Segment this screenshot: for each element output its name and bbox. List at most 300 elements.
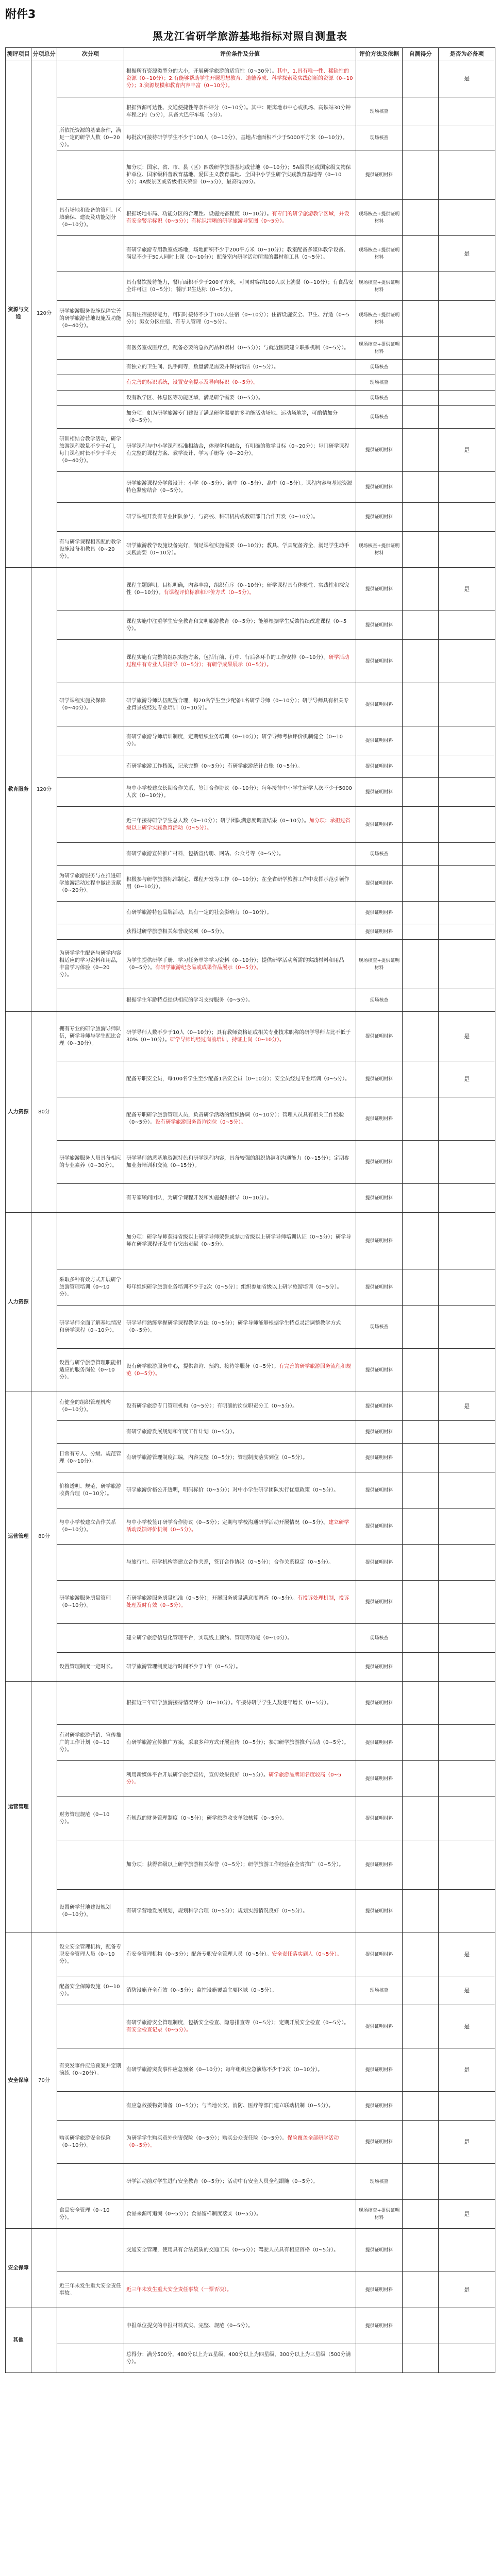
cell-self-score[interactable] [403, 2308, 439, 2344]
cell-total: 120分 [31, 60, 57, 568]
cell-self-score[interactable] [403, 1545, 439, 1581]
cell-project: 运营管理 [6, 1682, 31, 1933]
cell-criteria [124, 1392, 356, 1421]
cell-project: 安全保障 [6, 2229, 31, 2308]
cell-required [439, 1421, 495, 1444]
table-row [6, 375, 495, 391]
cell-criteria [124, 391, 356, 406]
cell-self-score[interactable] [403, 429, 439, 472]
cell-sub-item: 为研学旅游服务与在推进研学旅游活动过程中做出贡献（0~20分）。 [57, 866, 124, 902]
cell-method: 提供证明材料 [356, 1509, 403, 1545]
cell-method: 提供证明材料 [356, 2229, 403, 2272]
cell-required [439, 1213, 495, 1269]
criteria-text: 为研学学生购买意外伤害保险（0~5分）；购买公众责任险（0~5分）。 [126, 2135, 288, 2141]
cell-self-score[interactable] [403, 375, 439, 391]
cell-self-score[interactable] [403, 1840, 439, 1890]
cell-self-score[interactable] [403, 2200, 439, 2229]
criteria-text: 课程主题鲜明，目标明确，内容丰富，组织有序（0~10分）；研学课程具有体验性、实践性和探究性（0~10分）。 [126, 582, 349, 596]
table-row [6, 1840, 495, 1890]
cell-self-score[interactable] [403, 1061, 439, 1097]
criteria-text: 安全责任落实到人（0~5分）。 [272, 1951, 342, 1957]
cell-criteria [124, 902, 356, 924]
cell-sub-item: 所依托资源的基础条件，满足一定的研学人数（0~20分）。 [57, 126, 124, 150]
cell-method: 提供证明材料 [356, 1890, 403, 1933]
cell-method: 现场核查+提供证明材料 [356, 200, 403, 236]
cell-required [439, 1472, 495, 1509]
table-row [6, 1509, 495, 1545]
cell-method: 现场核查 [356, 2164, 403, 2200]
cell-method: 提供证明材料 [356, 1472, 403, 1509]
header-method: 评价方法及依据 [356, 48, 403, 60]
cell-self-score[interactable] [403, 640, 439, 683]
cell-sub-item [57, 2344, 124, 2373]
criteria-text: 有研学旅游管理制度汇编，内容完整（0~5分）；管理制度落实到位（0~5分）。 [126, 1454, 308, 1461]
cell-self-score[interactable] [403, 1421, 439, 1444]
cell-self-score[interactable] [403, 1472, 439, 1509]
cell-required [439, 2308, 495, 2344]
cell-self-score[interactable] [403, 1509, 439, 1545]
cell-sub-item [57, 1061, 124, 1097]
criteria-text: 研学导师均经过岗前培训，持证上岗（0~10分）。 [170, 1037, 285, 1043]
cell-criteria [124, 683, 356, 726]
table-row [6, 568, 495, 611]
cell-required [439, 301, 495, 337]
cell-self-score[interactable] [403, 2005, 439, 2048]
table-row [6, 807, 495, 843]
criteria-text: 配备专职研学旅游管理人员，负责研学活动的组织协调（0~10分）；管理人员具有相关工作经验（0~5分）。 [126, 1112, 344, 1125]
cell-self-score[interactable] [403, 866, 439, 902]
cell-self-score[interactable] [403, 940, 439, 989]
table-row [6, 989, 495, 1012]
cell-criteria [124, 2092, 356, 2121]
cell-self-score[interactable] [403, 807, 439, 843]
cell-required [439, 807, 495, 843]
cell-self-score[interactable] [403, 1890, 439, 1933]
cell-criteria [124, 2308, 356, 2344]
criteria-text: 有完善的标识系统，设置安全提示及导向标识（0~5分）。 [126, 379, 259, 385]
criteria-text: 有安全检查记录（0~5分）。 [126, 2027, 192, 2033]
cell-self-score[interactable] [403, 150, 439, 200]
cell-required: 是 [439, 2048, 495, 2092]
cell-criteria [124, 1890, 356, 1933]
cell-sub-item: 设置研学营地建设规划（0~10分）。 [57, 1890, 124, 1933]
cell-self-score[interactable] [403, 97, 439, 126]
cell-self-score[interactable] [403, 2048, 439, 2092]
cell-self-score[interactable] [403, 1797, 439, 1840]
cell-required: 是 [439, 429, 495, 472]
criteria-text: 利用新媒体平台开展研学旅游宣传，宣传效果良好（0~5分）。 [126, 1772, 269, 1778]
criteria-text: 其中，1.具有唯一性、稀缺性的资源（0~10分）；2.有能够帮助学生开展思想教育、道德养成、科学探索及实践创新的资源（0~10分）；3.资源规模和教育内容丰富（0~10分）。 [126, 68, 353, 89]
criteria-text: 配备专职安全员，每100名学生至少配备1名安全员（0~10分）；安全员经过专业培训（0~5分）。 [126, 1076, 351, 1082]
cell-project: 资源与交通 [6, 60, 31, 568]
criteria-text: 有研学旅游纪念品或成果作品展示（0~5分）。 [155, 964, 262, 971]
cell-method: 提供证明材料 [356, 1653, 403, 1682]
cell-sub-item: 拥有专业的研学旅游导师队伍，研学导师与学生配比合理（0~30分）。 [57, 1012, 124, 1061]
cell-self-score[interactable] [403, 1761, 439, 1797]
cell-method: 现场核查 [356, 1624, 403, 1653]
cell-method: 提供证明材料 [356, 1141, 403, 1184]
cell-self-score[interactable] [403, 301, 439, 337]
cell-self-score[interactable] [403, 2092, 439, 2121]
cell-method: 提供证明材料 [356, 429, 403, 472]
cell-sub-item: 食品安全管理（0~10分）。 [57, 2200, 124, 2229]
table-row [6, 360, 495, 375]
cell-criteria [124, 1797, 356, 1840]
cell-method: 提供证明材料 [356, 2272, 403, 2308]
cell-self-score[interactable] [403, 1976, 439, 2005]
cell-sub-item [57, 97, 124, 126]
cell-method: 提供证明材料 [356, 1012, 403, 1061]
criteria-text: 有研学旅游服务质量标准（0~5分）；开展服务质量满意度调查（0~5分）。 [126, 1595, 298, 1601]
cell-method: 提供证明材料 [356, 778, 403, 807]
criteria-text: 与中小学校签订研学合作协议（0~5分）；定期与学校沟通研学活动开展情况（0~5分）。 [126, 1519, 329, 1526]
cell-self-score[interactable] [403, 200, 439, 236]
table-row [6, 301, 495, 337]
cell-criteria [124, 375, 356, 391]
cell-sub-item: 研学旅游服务质量管理（0~10分）。 [57, 1581, 124, 1624]
cell-criteria [124, 126, 356, 150]
cell-self-score[interactable] [403, 568, 439, 611]
cell-self-score[interactable] [403, 1306, 439, 1349]
cell-self-score[interactable] [403, 337, 439, 360]
cell-method: 提供证明材料 [356, 866, 403, 902]
header-score: 自测得分 [403, 48, 439, 60]
criteria-text: 加分项： [126, 164, 147, 171]
table-row [6, 406, 495, 429]
table-row [6, 1624, 495, 1653]
criteria-text: 研学旅游管理制度运行时间不少于1年（0~5分）。 [126, 1664, 241, 1670]
criteria-text: 有专门的研学旅游教学区域，并设有安全警示标识（0~5分）；有标识清晰的研学旅游导览图（0~5分）。 [126, 211, 349, 224]
criteria-text: 加分项：如为研学旅游专门建设了满足研学需要的多功能活动场地、运动场地等，可酌情加分（0~5分）。 [126, 410, 338, 423]
cell-sub-item [57, 2308, 124, 2344]
cell-criteria [124, 1097, 356, 1141]
criteria-text: 课程实施中注重学生安全教育和文明旅游教育（0~5分）；能够根据学生反馈持续改进课程（0~5分）。 [126, 618, 347, 632]
cell-sub-item [57, 472, 124, 503]
cell-self-score[interactable] [403, 1653, 439, 1682]
cell-required: 是 [439, 2200, 495, 2229]
criteria-text: 有研学营地发展规划，规划科学合理（0~5分）；规划实施情况良好（0~5分）。 [126, 1908, 308, 1914]
table-row [6, 1012, 495, 1061]
criteria-text: 有研学旅游宣传推广材料，包括宣传册、网站、公众号等（0~5分）。 [126, 851, 285, 857]
cell-total [31, 1213, 57, 1392]
table-row [6, 2164, 495, 2200]
cell-self-score[interactable] [403, 778, 439, 807]
cell-self-score[interactable] [403, 1141, 439, 1184]
cell-criteria [124, 1472, 356, 1509]
criteria-text: 研学活动过程中有专业人员指导（0~5分）；有研学成果展示（0~5分）。 [126, 654, 349, 668]
cell-criteria [124, 1012, 356, 1061]
table-row [6, 337, 495, 360]
cell-method: 提供证明材料 [356, 1349, 403, 1392]
cell-method: 提供证明材料 [356, 1184, 403, 1213]
cell-sub-item [57, 1097, 124, 1141]
cell-criteria [124, 2005, 356, 2048]
cell-self-score[interactable] [403, 755, 439, 778]
cell-required [439, 2229, 495, 2272]
criteria-text: 有投诉处理机制，投诉处理及时有效（0~5分）。 [126, 1595, 349, 1608]
criteria-text: 食品来源可追溯（0~5分）；食品留样制度落实（0~5分）。 [126, 2211, 262, 2217]
cell-self-score[interactable] [403, 2344, 439, 2373]
table-row [6, 843, 495, 866]
cell-required [439, 924, 495, 940]
cell-criteria [124, 60, 356, 97]
cell-total [31, 2308, 57, 2373]
cell-required [439, 1624, 495, 1653]
criteria-text: 根据近三年研学旅游接待情况评分（0~10分）。 [126, 1700, 236, 1706]
cell-method: 现场核查 [356, 843, 403, 866]
cell-criteria [124, 1840, 356, 1890]
cell-self-score[interactable] [403, 472, 439, 503]
cell-criteria [124, 236, 356, 272]
cell-self-score[interactable] [403, 611, 439, 640]
cell-criteria [124, 150, 356, 200]
cell-sub-item [57, 611, 124, 640]
cell-criteria [124, 807, 356, 843]
cell-method: 提供证明材料 [356, 1682, 403, 1725]
cell-criteria [124, 1421, 356, 1444]
cell-self-score[interactable] [403, 1725, 439, 1761]
cell-required [439, 940, 495, 989]
cell-criteria [124, 2200, 356, 2229]
cell-self-score[interactable] [403, 236, 439, 272]
cell-sub-item: 研学旅游服务设施保障完善的研学旅游营地设施及功能（0~40分）。 [57, 301, 124, 337]
cell-total: 70分 [31, 1933, 57, 2229]
cell-method: 提供证明材料 [356, 1269, 403, 1306]
cell-method: 现场核查 [356, 1976, 403, 2005]
cell-sub-item: 研训相结合教学活动，研学旅游课程数量不少于4门，每门课程时长不少于半天（0~40分）。 [57, 429, 124, 472]
cell-sub-item: 购买研学旅游安全保险（0~10分）。 [57, 2121, 124, 2164]
cell-criteria [124, 1061, 356, 1097]
criteria-text: 有研学旅游导师培训制度，定期组织业务培训（0~10分）；研学导师考核评价机制健全（0~10分）。 [126, 734, 343, 747]
cell-criteria [124, 532, 356, 568]
cell-self-score[interactable] [403, 1213, 439, 1269]
cell-sub-item: 配备安全保障设施（0~10分）。 [57, 1976, 124, 2005]
cell-required [439, 200, 495, 236]
cell-project: 其他 [6, 2308, 31, 2373]
cell-required: 是 [439, 568, 495, 611]
cell-criteria [124, 2344, 356, 2373]
table-row [6, 503, 495, 532]
criteria-text: 有完善的研学旅游服务流程和规范（0~5分）。 [126, 1363, 352, 1377]
cell-self-score[interactable] [403, 2229, 439, 2272]
cell-criteria [124, 1581, 356, 1624]
criteria-text: 年接待研学学生人数逐年增长（0~5分）。 [236, 1700, 332, 1706]
cell-required [439, 1725, 495, 1761]
cell-sub-item: 财务管理规范（0~10分）。 [57, 1797, 124, 1840]
cell-self-score[interactable] [403, 2272, 439, 2308]
cell-self-score[interactable] [403, 1392, 439, 1421]
cell-criteria [124, 843, 356, 866]
cell-sub-item [57, 843, 124, 866]
document-page [5, 5, 495, 2373]
cell-self-score[interactable] [403, 1012, 439, 1061]
cell-criteria [124, 726, 356, 755]
criteria-text: 有研学旅游专用教室或场地，场地面积不少于200平方米（0~10分）；教室配备多媒体教学设备、满足不少于50人同时上课（0~10分）；配备室内研学活动所需的器材和工具（0~5分）。 [126, 247, 349, 260]
cell-sub-item [57, 726, 124, 755]
cell-self-score[interactable] [403, 532, 439, 568]
cell-self-score[interactable] [403, 1933, 439, 1976]
criteria-text: 申报单位提交的申报材料真实、完整、规范（0~5分）。 [126, 2323, 254, 2329]
cell-self-score[interactable] [403, 503, 439, 532]
criteria-text: 具有餐饮接待能力，餐厅面积不少于200平方米，可同时容纳100人以上就餐（0~10分）；有食品安全许可证（0~5分）；餐厅卫生达标（0~5分）。 [126, 279, 354, 293]
cell-total: 80分 [31, 1012, 57, 1213]
cell-self-score[interactable] [403, 1184, 439, 1213]
cell-self-score[interactable] [403, 726, 439, 755]
cell-criteria [124, 503, 356, 532]
cell-self-score[interactable] [403, 2164, 439, 2200]
cell-self-score[interactable] [403, 902, 439, 924]
cell-required: 是 [439, 2272, 495, 2308]
cell-required [439, 902, 495, 924]
table-row [6, 2229, 495, 2272]
cell-required [439, 1184, 495, 1213]
cell-self-score[interactable] [403, 1581, 439, 1624]
cell-method: 提供证明材料 [356, 755, 403, 778]
cell-self-score[interactable] [403, 406, 439, 429]
table-row [6, 640, 495, 683]
criteria-text: 有课程评价标准和评价方式（0~5分）。 [163, 589, 255, 596]
cell-required [439, 1349, 495, 1392]
cell-criteria [124, 1213, 356, 1269]
cell-self-score[interactable] [403, 1682, 439, 1725]
cell-required [439, 989, 495, 1012]
cell-required [439, 683, 495, 726]
criteria-text: 加分项：承担过省级以上研学实践教育活动（0~5分）。 [126, 818, 351, 831]
criteria-text: 加分项： [126, 1861, 147, 1868]
cell-criteria [124, 1976, 356, 2005]
cell-method: 现场核查 [356, 406, 403, 429]
table-row [6, 1976, 495, 2005]
table-row [6, 1141, 495, 1184]
table-row [6, 1545, 495, 1581]
criteria-text: 设有教学区、休息区等功能区域，满足研学需要（0~5分）。 [126, 395, 264, 401]
cell-method: 现场核查+提供证明材料 [356, 301, 403, 337]
cell-sub-item [57, 1213, 124, 1269]
cell-self-score[interactable] [403, 843, 439, 866]
table-row [6, 2200, 495, 2229]
criteria-text: 近三年接待研学学生总人数（0~10分）；研学团队满意度调查结果（0~10分）。 [126, 818, 309, 824]
cell-required: 是 [439, 2005, 495, 2048]
criteria-text: 积极参与研学旅游标准制定、课程开发等工作（0~10分）；在全省研学旅游工作中发挥示范引领作用（0~10分）。 [126, 876, 349, 890]
criteria-text: 加分项： [126, 1234, 147, 1240]
cell-method: 提供证明材料 [356, 2005, 403, 2048]
cell-method: 现场核查 [356, 989, 403, 1012]
cell-method: 提供证明材料 [356, 1933, 403, 1976]
cell-self-score[interactable] [403, 1444, 439, 1472]
cell-sub-item: 有健全的组织管理机构（0~10分）。 [57, 1392, 124, 1421]
cell-self-score[interactable] [403, 1269, 439, 1306]
cell-sub-item [57, 272, 124, 301]
header-total: 分项总分 [31, 48, 57, 60]
cell-criteria [124, 2121, 356, 2164]
cell-sub-item [57, 337, 124, 360]
cell-criteria [124, 1725, 356, 1761]
cell-method: 提供证明材料 [356, 2308, 403, 2344]
cell-method: 现场核查+提供证明材料 [356, 2200, 403, 2229]
cell-method: 提供证明材料 [356, 1545, 403, 1581]
cell-criteria [124, 1269, 356, 1306]
table-row [6, 1472, 495, 1509]
cell-self-score[interactable] [403, 924, 439, 940]
cell-required [439, 272, 495, 301]
table-row [6, 2005, 495, 2048]
criteria-text: 交通安全管理，使用具有合法资质的交通工具（0~5分）；驾驶人员具有相应资格（0~5分）。 [126, 2247, 339, 2253]
cell-method: 现场核查 [356, 360, 403, 375]
cell-required [439, 503, 495, 532]
cell-required [439, 1840, 495, 1890]
cell-project: 运营管理 [6, 1392, 31, 1682]
cell-project: 教育服务 [6, 568, 31, 1012]
cell-method: 现场核查 [356, 126, 403, 150]
table-body [6, 60, 495, 2373]
table-row [6, 150, 495, 200]
cell-required [439, 726, 495, 755]
cell-method: 提供证明材料 [356, 807, 403, 843]
table-row [6, 611, 495, 640]
cell-self-score[interactable] [403, 272, 439, 301]
table-row [6, 200, 495, 236]
cell-criteria [124, 429, 356, 472]
table-row [6, 1890, 495, 1933]
table-row [6, 924, 495, 940]
table-row [6, 1725, 495, 1761]
cell-method: 现场核查 [356, 97, 403, 126]
criteria-text: 有研学旅游特色品牌活动，具有一定的社会影响力（0~10分）。 [126, 909, 272, 916]
cell-self-score[interactable] [403, 683, 439, 726]
table-row [6, 2121, 495, 2164]
cell-self-score[interactable] [403, 1624, 439, 1653]
cell-required: 是 [439, 1061, 495, 1097]
cell-self-score[interactable] [403, 989, 439, 1012]
table-row [6, 2092, 495, 2121]
cell-method: 现场核查+提供证明材料 [356, 272, 403, 301]
cell-method: 提供证明材料 [356, 683, 403, 726]
cell-required: 是 [439, 1392, 495, 1421]
cell-total: 80分 [31, 1392, 57, 1682]
cell-required [439, 97, 495, 126]
cell-self-score[interactable] [403, 60, 439, 97]
cell-sub-item [57, 1840, 124, 1890]
cell-criteria [124, 940, 356, 989]
cell-self-score[interactable] [403, 391, 439, 406]
criteria-text: 研学旅游课程分学段设计：小学（0~5分）、初中（0~5分）、高中（0~5分）。 [126, 480, 306, 486]
cell-sub-item [57, 391, 124, 406]
cell-method: 提供证明材料 [356, 902, 403, 924]
cell-sub-item [57, 503, 124, 532]
table-row [6, 1797, 495, 1840]
cell-self-score[interactable] [403, 126, 439, 150]
cell-required [439, 866, 495, 902]
cell-self-score[interactable] [403, 2121, 439, 2164]
cell-self-score[interactable] [403, 360, 439, 375]
cell-required [439, 640, 495, 683]
cell-required [439, 1097, 495, 1141]
cell-sub-item [57, 568, 124, 611]
cell-sub-item: 具有场地和设备的管理、区域确保、建设及功能划分（0~10分）。 [57, 200, 124, 236]
cell-self-score[interactable] [403, 1349, 439, 1392]
cell-required [439, 1682, 495, 1725]
cell-sub-item [57, 2092, 124, 2121]
cell-required: 是 [439, 236, 495, 272]
criteria-text: 获得省级以上研学旅游相关荣誉（0~5分）；研学旅游工作经验在全省推广（0~5分）。 [147, 1861, 344, 1868]
cell-method: 现场核查+提供证明材料 [356, 532, 403, 568]
table-row [6, 1349, 495, 1392]
cell-required [439, 1141, 495, 1184]
cell-method: 提供证明材料 [356, 640, 403, 683]
cell-required: 是 [439, 1012, 495, 1061]
cell-sub-item [57, 375, 124, 391]
cell-self-score[interactable] [403, 1097, 439, 1141]
